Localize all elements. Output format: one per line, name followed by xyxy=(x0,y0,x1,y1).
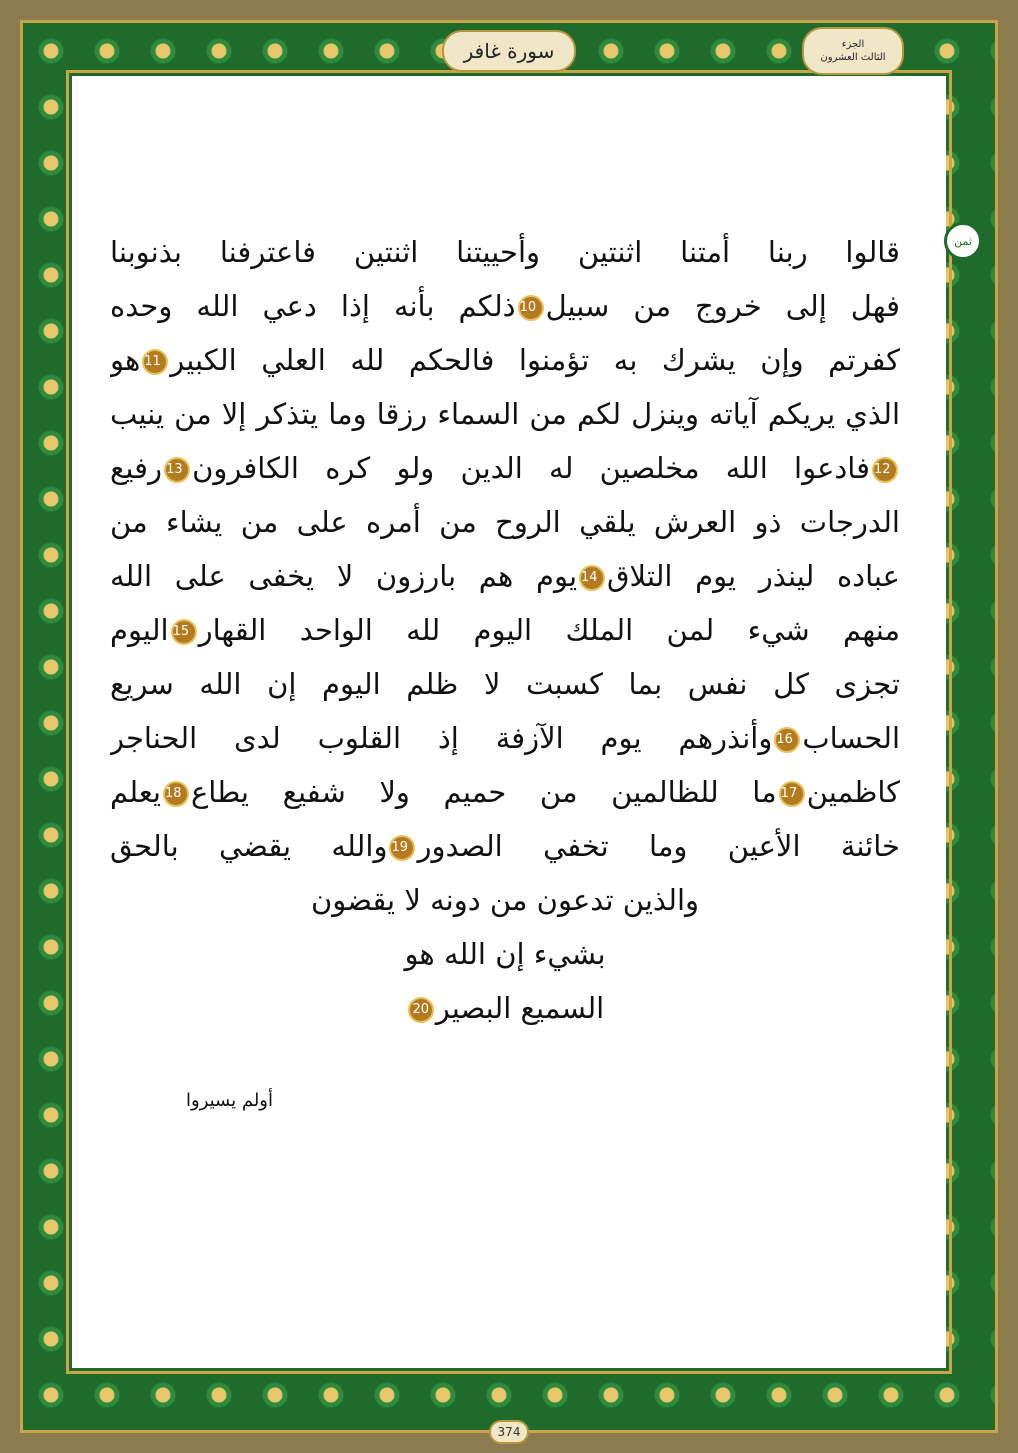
text-line xyxy=(110,765,900,819)
verse-number-marker: 19 xyxy=(389,835,415,861)
verse-number-marker: 14 xyxy=(579,565,605,591)
verse-text: والله يقضي بالحق xyxy=(110,829,388,863)
verse-text: الحساب xyxy=(802,721,900,755)
verse-text: قالوا ربنا أمتنا اثنتين وأحييتنا اثنتين فاعترفنا بذنوبنا xyxy=(110,235,900,269)
verse-text: خائنة الأعين وما تخفي الصدور xyxy=(417,829,900,863)
verse-number-marker: 17 xyxy=(779,781,805,807)
verse-number-marker: 15 xyxy=(171,619,197,645)
juz-label xyxy=(802,27,904,75)
quran-text xyxy=(110,225,900,1035)
text-line xyxy=(110,981,900,1035)
verse-number-marker: 18 xyxy=(163,781,189,807)
text-line xyxy=(110,495,900,549)
juz-label-line2: الثالث العشرون xyxy=(820,52,886,63)
verse-number-marker: 20 xyxy=(408,997,434,1023)
hizb-eighth-marker: ثمن xyxy=(944,222,982,260)
text-line xyxy=(110,927,900,981)
verse-text: عباده لينذر يوم التلاق xyxy=(607,559,900,593)
verse-text: بشيء إن الله هو xyxy=(404,937,606,971)
verse-text: تجزى كل نفس بما كسبت لا ظلم اليوم إن الله سريع xyxy=(110,667,900,701)
verse-text: رفيع xyxy=(110,451,163,485)
text-line xyxy=(110,873,900,927)
page-number: 374 xyxy=(489,1420,529,1444)
text-line xyxy=(110,603,900,657)
text-line xyxy=(110,549,900,603)
text-line xyxy=(110,225,900,279)
verse-text: الذي يريكم آياته وينزل لكم من السماء رزقا وما يتذكر إلا من ينيب xyxy=(110,397,900,431)
verse-number-marker: 12 xyxy=(872,457,898,483)
verse-text: كاظمين xyxy=(806,775,900,809)
verse-text: يوم هم بارزون لا يخفى على الله xyxy=(110,559,578,593)
verse-text: ذلكم بأنه إذا دعي الله وحده xyxy=(110,289,516,323)
verse-text: الدرجات ذو العرش يلقي الروح من أمره على من يشاء من xyxy=(110,505,900,539)
verse-number-marker: 10 xyxy=(518,295,544,321)
text-line xyxy=(110,657,900,711)
verse-number-marker: 16 xyxy=(774,727,800,753)
text-line xyxy=(110,387,900,441)
text-line xyxy=(110,441,900,495)
verse-text: السميع البصير xyxy=(435,991,605,1025)
verse-text: وأنذرهم يوم الآزفة إذ القلوب لدى الحناجر xyxy=(110,721,773,755)
verse-text: اليوم xyxy=(110,613,169,647)
verse-text: والذين تدعون من دونه لا يقضون xyxy=(310,883,700,917)
text-line xyxy=(110,711,900,765)
juz-label-line1: الجزء xyxy=(841,39,865,50)
text-line xyxy=(110,279,900,333)
text-line xyxy=(110,333,900,387)
surah-title: سورة غافر xyxy=(442,30,576,72)
verse-number-marker: 11 xyxy=(142,349,168,375)
text-line xyxy=(110,819,900,873)
verse-text: هو xyxy=(110,343,141,377)
verse-text: فادعوا الله مخلصين له الدين ولو كره الكافرون xyxy=(192,451,870,485)
verse-text: يعلم xyxy=(110,775,161,809)
verse-text: منهم شيء لمن الملك اليوم لله الواحد القهار xyxy=(198,613,900,647)
catchword: أولم يسيروا xyxy=(186,1090,274,1111)
verse-number-marker: 13 xyxy=(164,457,190,483)
verse-text: فهل إلى خروج من سبيل xyxy=(545,289,900,323)
verse-text: ما للظالمين من حميم ولا شفيع يطاع xyxy=(190,775,777,809)
verse-text: كفرتم وإن يشرك به تؤمنوا فالحكم لله العلي الكبير xyxy=(170,343,900,377)
